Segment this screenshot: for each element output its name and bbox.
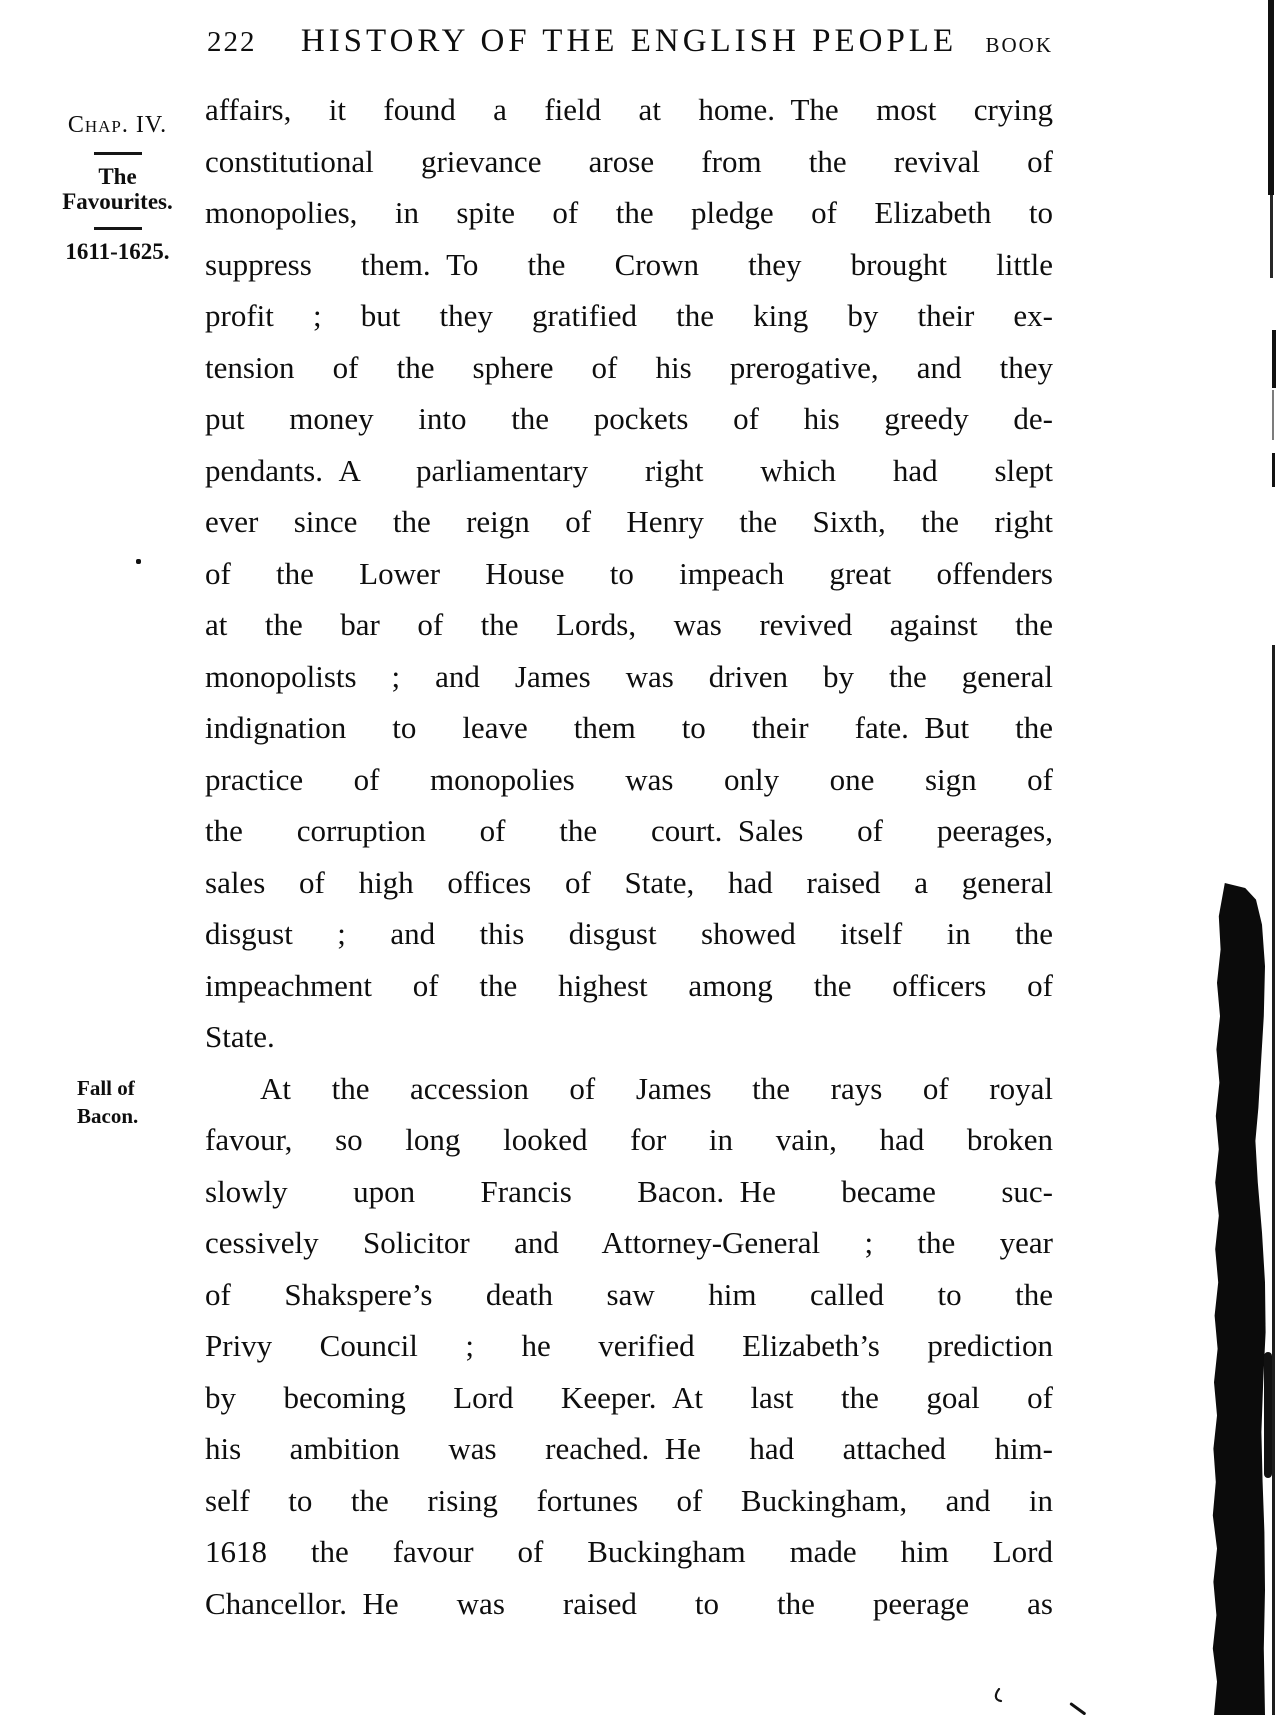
body-line: self to the rising fortunes of Buckingham, and in	[205, 1482, 1053, 1518]
page-edge-line	[1268, 0, 1274, 195]
body-line: constitutional grievance arose from the revival of	[205, 143, 1053, 179]
body-line: his ambition was reached. He had attached him-	[205, 1431, 1053, 1466]
body-line: impeachment of the highest among the officers of	[205, 967, 1053, 1003]
pen-curl-artifact	[991, 1688, 1005, 1709]
page-number: 222	[207, 26, 257, 58]
page-edge-line	[1272, 330, 1276, 388]
body-line: the corruption of the court. Sales of peerages,	[205, 813, 1053, 848]
running-title: HISTORY OF THE ENGLISH PEOPLE	[300, 23, 958, 59]
page-edge-line	[1272, 390, 1274, 440]
body-line: disgust ; and this disgust showed itself in the	[205, 916, 1053, 951]
body-line: slowly upon Francis Bacon. He became suc-	[205, 1173, 1053, 1209]
margin-note-favourites: Favourites.	[62, 189, 173, 214]
body-line: monopolists ; and James was driven by the general	[205, 658, 1053, 694]
body-line: ever since the reign of Henry the Sixth, the right	[205, 504, 1053, 539]
body-line: sales of high offices of State, had raised a general	[205, 864, 1053, 900]
body-line: Chancellor. He was raised to the peerage as	[205, 1585, 1053, 1621]
ink-streak-artifact	[1208, 883, 1268, 1715]
margin-note-chapter: Chap. IV.	[67, 112, 168, 138]
body-line: of the Lower House to impeach great offenders	[205, 555, 1053, 591]
body-line: favour, so long looked for in vain, had broken	[205, 1122, 1053, 1157]
margin-rule	[94, 227, 142, 230]
margin-note-fall-of-bacon	[77, 1074, 207, 1130]
body-line: at the bar of the Lords, was revived against the	[205, 607, 1053, 642]
body-line: by becoming Lord Keeper. At last the goal of	[205, 1379, 1053, 1415]
body-line: tension of the sphere of his prerogative, and they	[205, 349, 1053, 385]
body-line: of Shakspere’s death saw him called to the	[205, 1276, 1053, 1312]
body-line: practice of monopolies was only one sign of	[205, 761, 1053, 797]
page-edge-line	[1272, 645, 1275, 1715]
margin-note-line: Fall of	[77, 1076, 135, 1100]
body-line: 1618 the favour of Buckingham made him Lord	[205, 1534, 1053, 1569]
body-line: Privy Council ; he verified Elizabeth’s prediction	[205, 1328, 1053, 1363]
book-label: BOOK	[985, 33, 1053, 57]
body-line: put money into the pockets of his greedy de-	[205, 401, 1053, 436]
margin-note-line: Bacon.	[77, 1104, 139, 1128]
pen-stroke-artifact	[1069, 1702, 1086, 1715]
body-line: affairs, it found a field at home. The most crying	[205, 92, 1053, 127]
page-edge-line	[1270, 195, 1273, 278]
margin-note-favourites: The	[98, 164, 137, 189]
body-line: suppress them. To the Crown they brought little	[205, 246, 1053, 282]
body-line: monopolies, in spite of the pledge of Elizabeth to	[205, 195, 1053, 230]
body-line: cessively Solicitor and Attorney-General ; the year	[205, 1225, 1053, 1260]
page-edge-line	[1272, 453, 1275, 487]
body-line: State.	[205, 1019, 275, 1054]
ink-dot-artifact	[136, 559, 141, 564]
page-header	[0, 0, 1286, 70]
body-text-column	[205, 84, 1053, 1629]
body-line: At the accession of James the rays of royal	[260, 1070, 1053, 1106]
body-line: pendants. A parliamentary right which had slept	[205, 452, 1053, 488]
body-line: indignation to leave them to their fate. But the	[205, 710, 1053, 745]
page-edge-blot	[1264, 1352, 1272, 1478]
margin-rule	[94, 152, 142, 155]
body-line: profit ; but they gratified the king by their ex-	[205, 298, 1053, 333]
margin-notes	[45, 112, 190, 264]
margin-note-dates: 1611-1625.	[65, 239, 170, 264]
